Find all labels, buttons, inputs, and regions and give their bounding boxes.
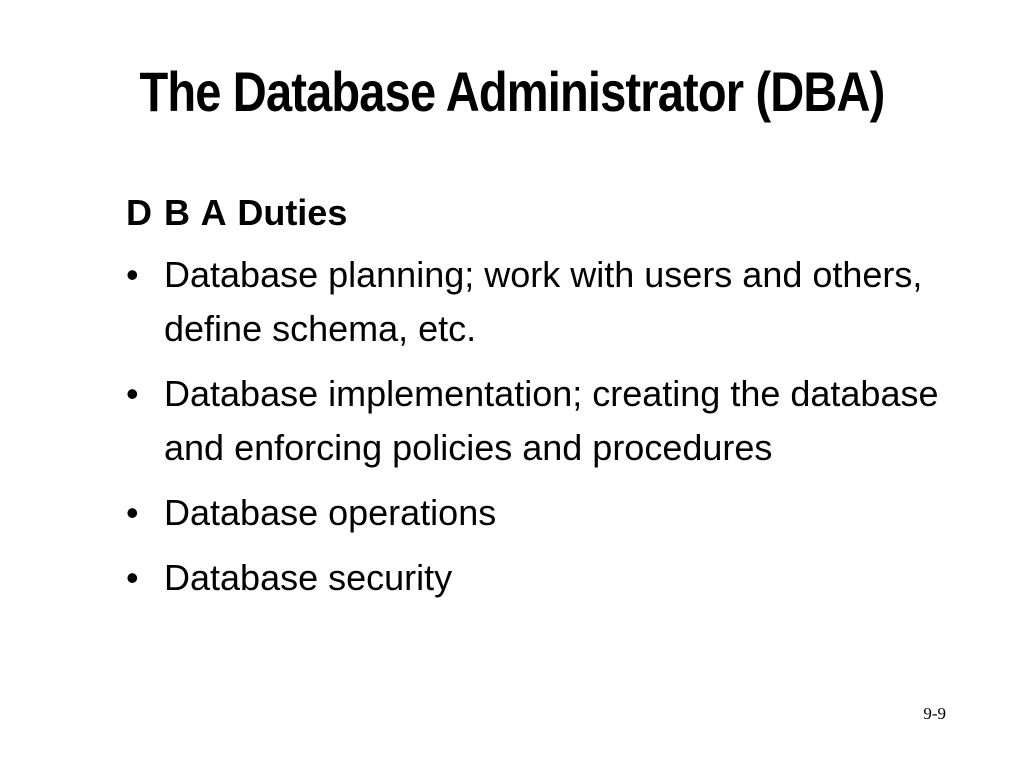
bullet-icon: • [126, 373, 139, 414]
page-number: 9-9 [923, 704, 946, 723]
bullet-text: Database implementation; creating the database and enforcing policies and procedures [164, 373, 939, 468]
bullet-icon: • [126, 254, 139, 295]
bullet-text: Database operations [164, 492, 497, 533]
list-item [126, 551, 956, 605]
duties-list [126, 248, 956, 605]
bullet-text: Database planning; work with users and others, define schema, etc. [164, 254, 923, 349]
bullet-text: Database security [164, 557, 453, 598]
section-heading: D B A Duties [126, 192, 348, 233]
slide-content [126, 188, 956, 616]
bullet-icon: • [126, 492, 139, 533]
list-item [126, 367, 956, 475]
bullet-icon: • [126, 557, 139, 598]
list-item [126, 248, 956, 356]
list-item [126, 486, 956, 540]
slide-title: The Database Administrator (DBA) [139, 60, 885, 123]
